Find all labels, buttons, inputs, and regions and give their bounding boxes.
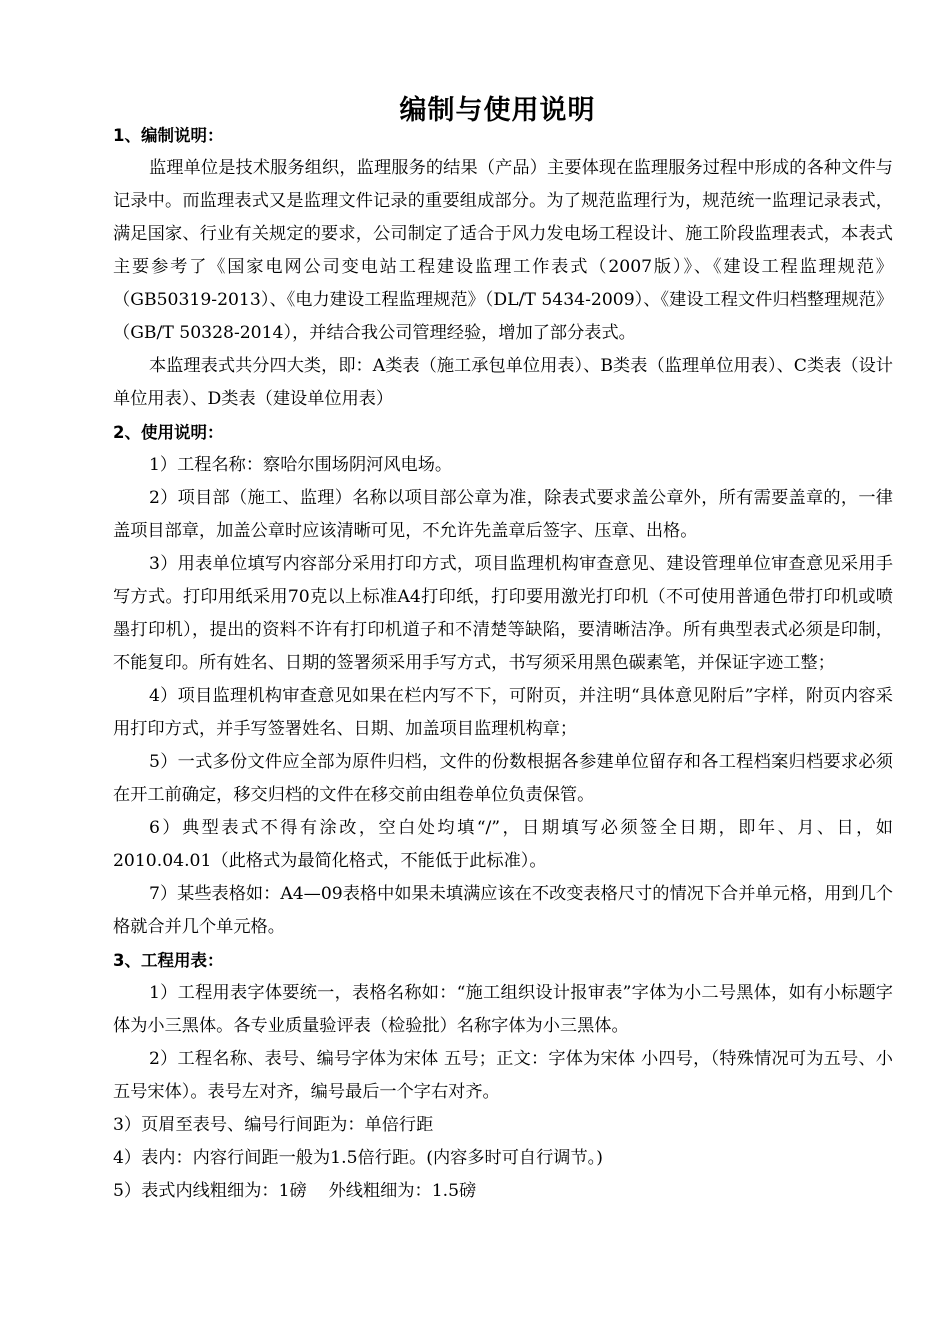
- form-rule-item-2: 2）工程名称、表号、编号字体为宋体 五号；正文：字体为宋体 小四号，（特殊情况可为五号、小五号宋体）。表号左对齐，编号最后一个字右对齐。: [113, 1049, 893, 1102]
- section-1-heading: 1、编制说明：: [113, 126, 224, 145]
- section-3-heading: 3、工程用表：: [113, 951, 224, 970]
- usage-item-1: 1）工程名称：察哈尔围场阴河风电场。: [149, 455, 453, 475]
- form-rule-item-4: 4）表内：内容行间距一般为1.5倍行距。(内容多时可自行调节。): [113, 1148, 603, 1168]
- usage-item-5: 5）一式多份文件应全部为原件归档，文件的份数根据各参建单位留存和各工程档案归档要求必须在开工前确定，移交归档的文件在移交前由组卷单位负责保管。: [113, 752, 893, 805]
- usage-item-2: 2）项目部（施工、监理）名称以项目部公章为准，除表式要求盖公章外，所有需要盖章的，一律盖项目部章，加盖公章时应该清晰可见，不允许先盖章后签字、压章、出格。: [113, 488, 893, 541]
- document-body: [113, 119, 893, 1208]
- usage-item-6: 6）典型表式不得有涂改，空白处均填“/”，日期填写必须签全日期，即年、月、日，如2010.04.01（此格式为最简化格式，不能低于此标准）。: [113, 818, 893, 871]
- page-title: 编制与使用说明: [399, 95, 596, 126]
- section-1-paragraph-1: 监理单位是技术服务组织，监理服务的结果（产品）主要体现在监理服务过程中形成的各种文件与记录中。而监理表式又是监理文件记录的重要组成部分。为了规范监理行为，规范统一监理记录表式，满足国家、行业有关规定的要求，公司制定了适合于风力发电场工程设计、施工阶段监理表式，本表式主要参考了《国家电网公司变电站工程建设监理工作表式（2007版）》、《建设工程监理规范》（GB50319-2013）、《电力建设工程监理规范》（DL/T 5434-2009）、《建设工程文件归档整理规范》（GB/T 50328-2014），并结合我公司管理经验，增加了部分表式。: [113, 158, 893, 343]
- section-2-heading: 2、使用说明：: [113, 423, 224, 442]
- usage-item-3: 3）用表单位填写内容部分采用打印方式，项目监理机构审查意见、建设管理单位审查意见采用手写方式。打印用纸采用70克以上标准A4打印纸，打印要用激光打印机（不可使用普通色带打印机或喷墨打印机），提出的资料不许有打印机道子和不清楚等缺陷，要清晰洁净。所有典型表式必须是印制，不能复印。所有姓名、日期的签署须采用手写方式，书写须采用黑色碳素笔，并保证字迹工整；: [113, 554, 893, 673]
- form-rule-item-3: 3）页眉至表号、编号行间距为：单倍行距: [113, 1115, 434, 1135]
- usage-item-7: 7）某些表格如：A4—09表格中如果未填满应该在不改变表格尺寸的情况下合并单元格，用到几个格就合并几个单元格。: [113, 884, 893, 937]
- form-rule-item-5: 5）表式内线粗细为：1磅 外线粗细为：1.5磅: [113, 1181, 477, 1201]
- usage-item-4: 4）项目监理机构审查意见如果在栏内写不下，可附页，并注明“具体意见附后”字样，附页内容采用打印方式，并手写签署姓名、日期、加盖项目监理机构章；: [113, 686, 893, 739]
- section-1-paragraph-2: 本监理表式共分四大类，即：A类表（施工承包单位用表）、B类表（监理单位用表）、C类表（设计单位用表）、D类表（建设单位用表）: [113, 356, 893, 409]
- form-rule-item-1: 1）工程用表字体要统一，表格名称如：“施工组织设计报审表”字体为小二号黑体，如有小标题字体为小三黑体。各专业质量验评表（检验批）名称字体为小三黑体。: [113, 983, 893, 1036]
